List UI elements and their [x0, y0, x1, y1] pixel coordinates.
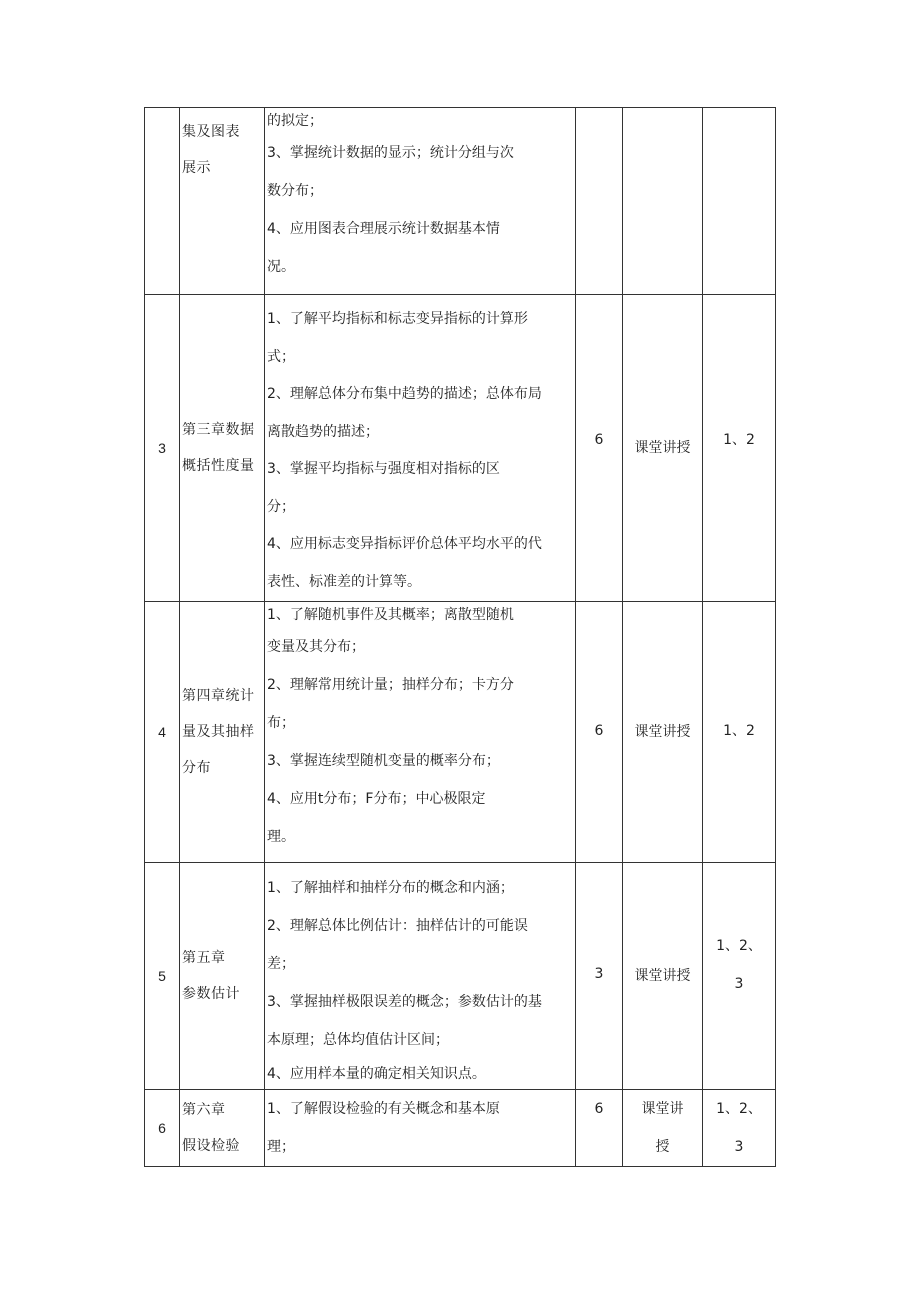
chapter-line: 量及其抽样	[182, 724, 255, 740]
reference-cell	[703, 602, 776, 863]
chapter-line: 假设检验	[182, 1138, 240, 1154]
method-line: 授	[655, 1139, 670, 1155]
chapter-cell	[180, 1090, 265, 1167]
hours-cell	[576, 108, 623, 295]
hours-cell	[576, 1090, 623, 1167]
chapter-line: 参数估计	[182, 986, 240, 1002]
reference-line: 3	[734, 1139, 744, 1155]
content-line: 分；	[267, 498, 295, 515]
method-cell	[623, 108, 703, 295]
content-cell	[265, 863, 576, 1090]
content-line: 3、掌握连续型随机变量的概率分布；	[267, 753, 500, 769]
chapter-line: 第五章	[182, 950, 226, 966]
content-line: 4、应用样本量的确定相关知识点。	[267, 1066, 486, 1082]
chapter-line: 概括性度量	[182, 458, 255, 474]
hours-value: 6	[594, 723, 604, 739]
content-line: 布；	[267, 715, 295, 731]
content-line: 2、理解常用统计量；抽样分布；卡方分	[267, 677, 514, 693]
chapter-cell	[180, 602, 265, 863]
content-line: 式；	[267, 348, 295, 365]
content-line: 表性、标准差的计算等。	[267, 573, 421, 590]
syllabus-table	[144, 107, 776, 1167]
reference-line: 1、2	[723, 432, 755, 448]
hours-value: 6	[594, 432, 604, 448]
method-cell	[623, 1090, 703, 1167]
hours-value: 6	[594, 1101, 604, 1117]
content-line: 4、应用图表合理展示统计数据基本情	[267, 221, 500, 237]
reference-line: 1、2、	[716, 938, 762, 954]
content-line: 变量及其分布；	[267, 639, 365, 655]
chapter-cell	[180, 863, 265, 1090]
method-line: 课堂讲授	[634, 724, 691, 740]
row-number: 3	[145, 295, 180, 602]
reference-line: 1、2	[723, 723, 755, 739]
content-line: 2、理解总体分布集中趋势的描述；总体布局	[267, 386, 542, 402]
chapter-line: 第六章	[182, 1102, 226, 1118]
hours-value: 3	[594, 966, 604, 982]
content-line: 数分布；	[267, 183, 323, 199]
table-row	[145, 1090, 776, 1167]
reference-line: 3	[734, 976, 744, 992]
content-line: 3、掌握统计数据的显示；统计分组与次	[267, 145, 514, 161]
content-line: 理；	[267, 1139, 295, 1155]
reference-cell	[703, 1090, 776, 1167]
hours-cell	[576, 863, 623, 1090]
chapter-line: 第四章统计	[182, 688, 255, 704]
table-row	[145, 863, 776, 1090]
content-cell	[265, 295, 576, 602]
table-row	[145, 602, 776, 863]
chapter-line: 分布	[182, 760, 211, 776]
content-line: 理。	[267, 829, 295, 845]
reference-line: 1、2、	[716, 1101, 762, 1117]
chapter-line: 展示	[182, 160, 211, 176]
method-cell	[623, 602, 703, 863]
method-line: 课堂讲授	[634, 440, 691, 456]
content-line: 2、理解总体比例估计：抽样估计的可能误	[267, 918, 528, 934]
content-cell	[265, 108, 576, 295]
content-line: 1、了解抽样和抽样分布的概念和内涵；	[267, 880, 514, 896]
row-number: 6	[145, 1090, 180, 1167]
content-line: 1、了解假设检验的有关概念和基本原	[267, 1101, 500, 1117]
table-row	[145, 108, 776, 295]
method-cell	[623, 295, 703, 602]
chapter-cell	[180, 295, 265, 602]
content-line: 的拟定；	[267, 113, 323, 129]
method-line: 课堂讲	[641, 1101, 684, 1117]
reference-cell	[703, 108, 776, 295]
hours-cell	[576, 602, 623, 863]
content-line: 1、了解平均指标和标志变异指标的计算形	[267, 311, 528, 327]
reference-cell	[703, 863, 776, 1090]
content-line: 1、了解随机事件及其概率；离散型随机	[267, 607, 514, 623]
content-line: 4、应用标志变异指标评价总体平均水平的代	[267, 536, 542, 552]
hours-cell	[576, 295, 623, 602]
row-number: 5	[145, 863, 180, 1090]
content-line: 4、应用t分布；F分布；中心极限定	[267, 791, 486, 807]
row-number: 4	[145, 602, 180, 863]
row-number	[145, 108, 180, 295]
content-line: 3、掌握抽样极限误差的概念；参数估计的基	[267, 994, 542, 1010]
content-cell	[265, 1090, 576, 1167]
chapter-cell	[180, 108, 265, 295]
content-line: 3、掌握平均指标与强度相对指标的区	[267, 461, 500, 477]
chapter-line: 集及图表	[182, 124, 240, 140]
reference-cell	[703, 295, 776, 602]
table-row	[145, 295, 776, 602]
chapter-line: 第三章数据	[182, 422, 255, 438]
content-line: 差；	[267, 956, 295, 972]
content-line: 离散趋势的描述；	[267, 423, 379, 440]
method-line: 课堂讲授	[634, 968, 691, 984]
method-cell	[623, 863, 703, 1090]
content-cell	[265, 602, 576, 863]
content-line: 况。	[267, 259, 295, 275]
content-line: 本原理；总体均值估计区间；	[267, 1032, 449, 1048]
